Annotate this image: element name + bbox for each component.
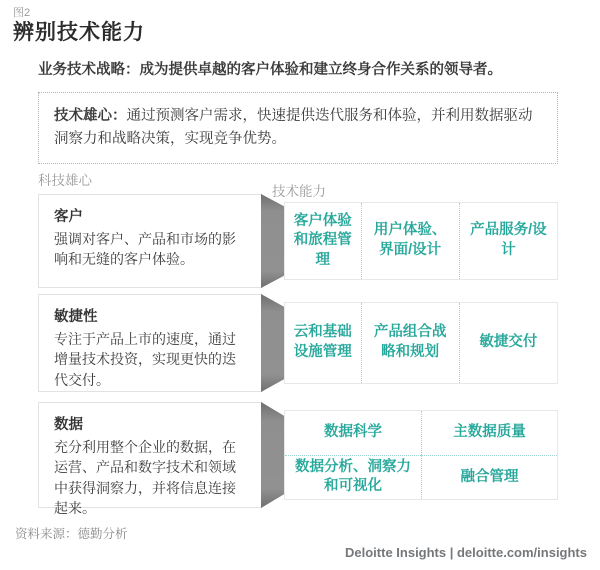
column-header-ambitions: 科技雄心 — [38, 173, 92, 188]
capability-cell: 产品服务/设计 — [459, 203, 557, 279]
ambition-card-title: 数据 — [54, 417, 83, 433]
capability-grid-agility — [284, 302, 558, 384]
capability-grid-customer — [284, 202, 558, 280]
source-note: 资料来源：德勤分析 — [15, 527, 128, 541]
ambition-card-description: 充分利用整个企业的数据，在运营、产品和数字技术和领域中获得洞察力，并将信息连接起来。 — [54, 439, 236, 516]
capability-cell: 主数据质量 — [421, 411, 557, 455]
capability-cell: 云和基础设施管理 — [293, 324, 352, 360]
capability-cell: 数据科学 — [324, 424, 382, 441]
capability-cell: 数据分析、洞察力和可视化 — [285, 455, 421, 499]
ambition-card-title: 客户 — [54, 209, 83, 225]
tech-ambition-text: 通过预测客户需求，快速提供迭代服务和体验，并利用数据驱动洞察力和战略决策，实现竞争优势。 — [54, 108, 533, 148]
deloitte-insights-attribution: Deloitte Insights | deloitte.com/insights — [345, 545, 587, 560]
right-arrow-icon — [261, 402, 284, 508]
ambition-card-agility — [38, 294, 262, 392]
business-tech-strategy-text: 业务技术战略：成为提供卓越的客户体验和建立终身合作关系的领导者。 — [38, 62, 502, 78]
right-arrow-icon — [261, 294, 284, 392]
figure-title: 辨别技术能力 — [13, 21, 145, 44]
ambition-card-description: 强调对客户、产品和市场的影响和无缝的客户体验。 — [54, 231, 236, 268]
capability-cell: 用户体验、界面/设计 — [361, 203, 459, 279]
capability-cell: 客户体验和旅程管理 — [293, 212, 352, 268]
row-agility — [38, 294, 558, 392]
capability-cell: 融合管理 — [421, 455, 557, 499]
ambition-card-data — [38, 402, 262, 516]
capability-cell: 产品组合战略和规划 — [361, 303, 459, 383]
ambition-card-title: 敏捷性 — [54, 309, 98, 325]
tech-ambition-label: 技术雄心： — [54, 108, 127, 124]
column-header-capabilities: 技术能力 — [272, 184, 326, 199]
ambition-card-customer — [38, 194, 262, 288]
ambition-card-description: 专注于产品上市的速度，通过增量技术投资，实现更快的迭代交付。 — [54, 331, 236, 388]
row-customer — [38, 194, 558, 288]
figure-number: 图2 — [13, 7, 31, 19]
right-arrow-icon — [261, 194, 284, 288]
capability-grid-data — [284, 410, 558, 500]
tech-ambition-box — [38, 92, 558, 164]
capability-cell: 敏捷交付 — [459, 303, 557, 383]
row-data — [38, 402, 558, 516]
